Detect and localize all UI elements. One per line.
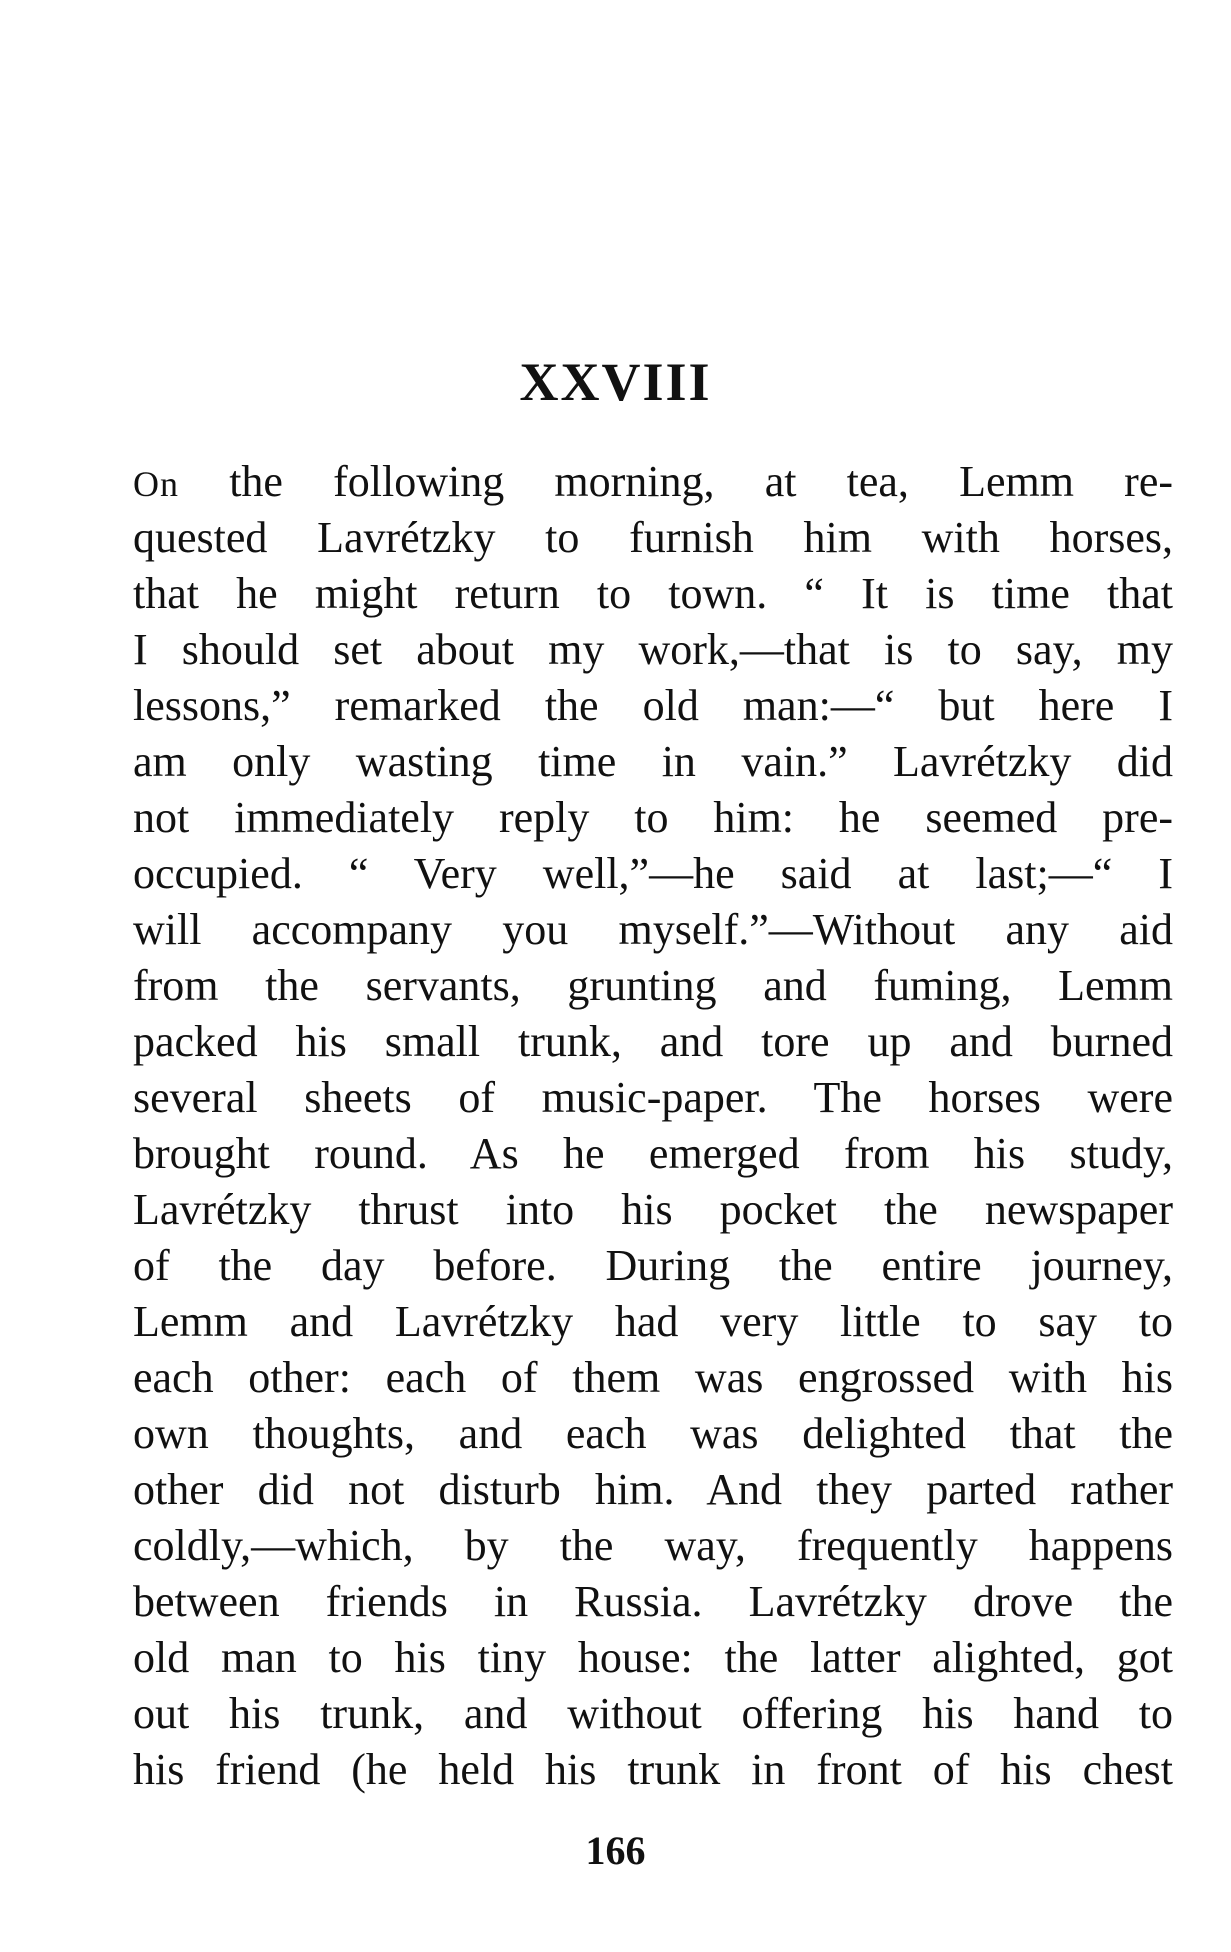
text-line: [133, 454, 1173, 510]
text-line: between friends in Russia. Lavrétzky drove the: [133, 1577, 1173, 1626]
drop-word: On: [133, 464, 179, 504]
text-line: occupied. “ Very well,”—he said at last;—“ I: [133, 849, 1173, 898]
chapter-heading: XXVIII: [519, 352, 712, 412]
text-line: old man to his tiny house: the latter alighted, got: [133, 1633, 1173, 1682]
text-line: from the servants, grunting and fuming, Lemm: [133, 961, 1173, 1010]
text-line: several sheets of music-paper. The horses were: [133, 1073, 1173, 1122]
text-line: each other: each of them was engrossed with his: [133, 1353, 1173, 1402]
page-number: 166: [585, 1828, 646, 1873]
text-line: I should set about my work,—that is to say, my: [133, 625, 1173, 674]
line-text: the following morning, at tea, Lemm re-: [179, 457, 1173, 506]
text-line: not immediately reply to him: he seemed pre-: [133, 793, 1173, 842]
text-line: Lavrétzky thrust into his pocket the newspaper: [133, 1185, 1173, 1234]
body-paragraph: [133, 454, 1173, 1798]
text-line: packed his small trunk, and tore up and burned: [133, 1017, 1173, 1066]
text-line: will accompany you myself.”—Without any aid: [133, 905, 1173, 954]
text-line: of the day before. During the entire journey,: [133, 1241, 1173, 1290]
text-line: quested Lavrétzky to furnish him with horses,: [133, 513, 1173, 562]
text-line: am only wasting time in vain.” Lavrétzky did: [133, 737, 1173, 786]
text-line: coldly,—which, by the way, frequently happens: [133, 1521, 1173, 1570]
text-line: his friend (he held his trunk in front of his chest: [133, 1745, 1173, 1794]
text-line: out his trunk, and without offering his hand to: [133, 1689, 1173, 1738]
text-line: other did not disturb him. And they parted rather: [133, 1465, 1173, 1514]
text-line: brought round. As he emerged from his study,: [133, 1129, 1173, 1178]
text-line: lessons,” remarked the old man:—“ but here I: [133, 681, 1173, 730]
text-line: own thoughts, and each was delighted that the: [133, 1409, 1173, 1458]
text-line: Lemm and Lavrétzky had very little to say to: [133, 1297, 1173, 1346]
text-line: that he might return to town. “ It is time that: [133, 569, 1173, 618]
